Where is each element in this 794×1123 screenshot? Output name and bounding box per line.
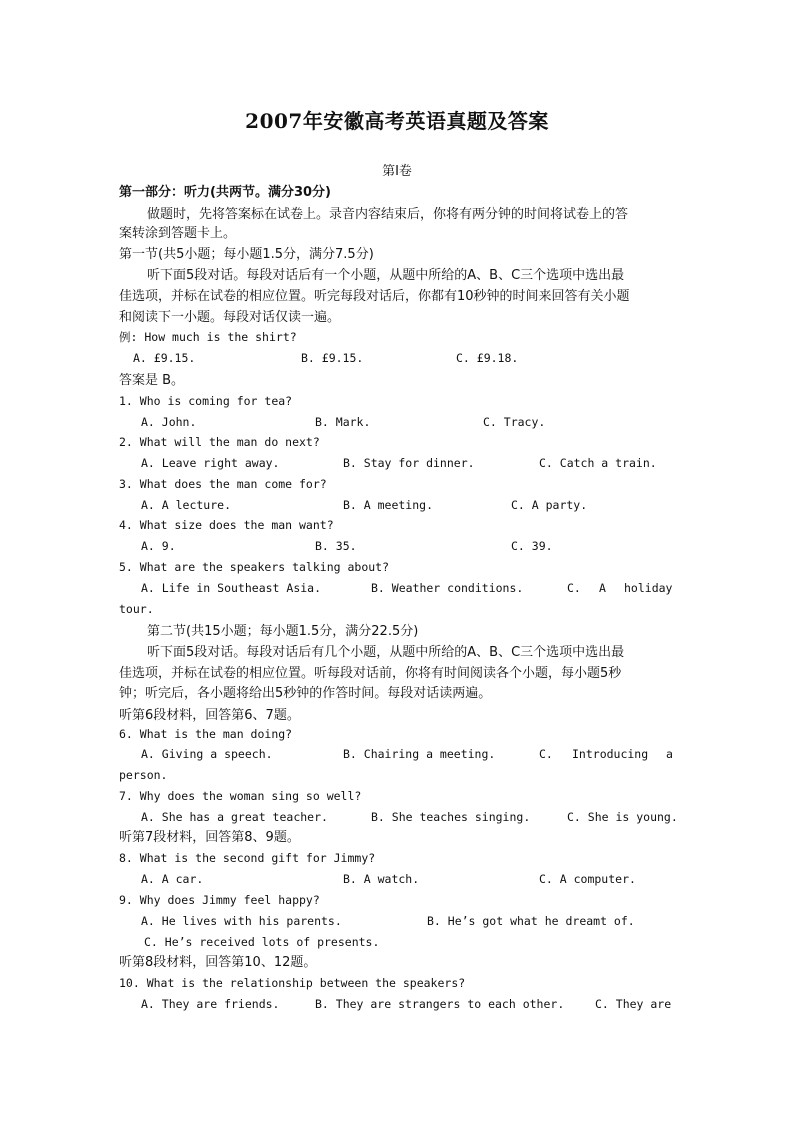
section2-intro-line-1: 听下面5段对话。每段对话后有几个小题，从题中所给的A、B、C三个选项中选出最 (147, 645, 625, 660)
q7-option-a: A. She has a great teacher. (141, 810, 328, 824)
q10-option-b: B. They are strangers to each other. (315, 997, 565, 1011)
q6-option-c-label: C. (539, 747, 553, 761)
example-question: 例: How much is the shirt? (119, 330, 297, 344)
q9-option-b: B. He’s got what he dreamt of. (427, 914, 635, 928)
q8-option-c: C. A computer. (539, 872, 636, 886)
section1-heading: 第一节(共5小题；每小题1.5分，满分7.5分) (119, 247, 374, 262)
q5-option-c-label: C. (567, 581, 581, 595)
question-7: 7. Why does the woman sing so well? (119, 789, 362, 803)
q4-option-b: B. 35. (315, 539, 357, 553)
question-6: 6. What is the man doing? (119, 727, 293, 741)
q3-option-a: A. A lecture. (141, 498, 232, 512)
q3-option-b: B. A meeting. (343, 498, 434, 512)
q5-option-a: A. Life in Southeast Asia. (141, 581, 322, 595)
q6-option-a: A. Giving a speech. (141, 747, 273, 761)
volume-label: 第I卷 (382, 164, 412, 179)
q3-option-c: C. A party. (511, 498, 588, 512)
q6-option-c-continued: person. (119, 768, 168, 782)
q9-option-a: A. He lives with his parents. (141, 914, 342, 928)
q6-option-b: B. Chairing a meeting. (343, 747, 496, 761)
material-7-label: 听第7段材料，回答第8、9题。 (119, 830, 300, 845)
section1-intro-line-1: 听下面5段对话。每段对话后有一个小题，从题中所给的A、B、C三个选项中选出最 (147, 268, 625, 283)
material-6-label: 听第6段材料，回答第6、7题。 (119, 708, 300, 723)
q5-option-c-word2: holiday (624, 581, 673, 595)
q8-option-b: B. A watch. (343, 872, 420, 886)
example-option-a: A. £9.15. (133, 351, 196, 365)
example-answer: 答案是 B。 (119, 373, 185, 388)
section2-intro-line-3: 钟；听完后，各小题将给出5秒钟的作答时间。每段对话读两遍。 (119, 686, 492, 701)
q1-option-c: C. Tracy. (483, 415, 546, 429)
q5-option-c-word1: A (599, 581, 606, 595)
q2-option-c: C. Catch a train. (539, 456, 657, 470)
question-8: 8. What is the second gift for Jimmy? (119, 851, 376, 865)
q2-option-b: B. Stay for dinner. (343, 456, 475, 470)
material-8-label: 听第8段材料，回答第10、12题。 (119, 955, 317, 970)
q1-option-b: B. Mark. (315, 415, 371, 429)
q7-option-b: B. She teaches singing. (371, 810, 531, 824)
intro-line-2: 案转涂到答题卡上。 (119, 226, 237, 241)
section1-intro-line-2: 佳选项，并标在试卷的相应位置。听完每段对话后，你都有10秒钟的时间来回答有关小题 (119, 289, 630, 304)
q4-option-a: A. 9. (141, 539, 176, 553)
example-option-c: C. £9.18. (456, 351, 519, 365)
q10-option-a: A. They are friends. (141, 997, 280, 1011)
q8-option-a: A. A car. (141, 872, 204, 886)
intro-line-1: 做题时，先将答案标在试卷上。录音内容结束后，你将有两分钟的时间将试卷上的答 (147, 207, 629, 222)
q7-option-c: C. She is young. (567, 810, 678, 824)
question-1: 1. Who is coming for tea? (119, 394, 293, 408)
q4-option-c: C. 39. (511, 539, 553, 553)
question-9: 9. Why does Jimmy feel happy? (119, 893, 320, 907)
section2-intro-line-2: 佳选项，并标在试卷的相应位置。听每段对话前，你将有时间阅读各个小题，每小题5秒 (119, 666, 622, 681)
q1-option-a: A. John. (141, 415, 197, 429)
question-4: 4. What size does the man want? (119, 518, 334, 532)
q6-option-c-word1: Introducing (572, 747, 649, 761)
question-2: 2. What will the man do next? (119, 435, 320, 449)
q2-option-a: A. Leave right away. (141, 456, 280, 470)
example-option-b: B. £9.15. (301, 351, 364, 365)
q6-option-c-word2: a (666, 747, 673, 761)
q5-option-b: B. Weather conditions. (371, 581, 524, 595)
question-10: 10. What is the relationship between the speakers? (119, 976, 466, 990)
q9-option-c: C. He’s received lots of presents. (144, 935, 380, 949)
section2-heading: 第二节(共15小题；每小题1.5分，满分22.5分) (147, 624, 419, 639)
page-title: 2007年安徽高考英语真题及答案 (245, 109, 549, 133)
question-5: 5. What are the speakers talking about? (119, 560, 390, 574)
q5-option-c-continued: tour. (119, 602, 154, 616)
section1-intro-line-3: 和阅读下一小题。每段对话仅读一遍。 (119, 310, 341, 325)
question-3: 3. What does the man come for? (119, 477, 327, 491)
part1-heading: 第一部分：听力(共两节。满分30分) (119, 185, 331, 200)
q10-option-c: C. They are (595, 997, 672, 1011)
